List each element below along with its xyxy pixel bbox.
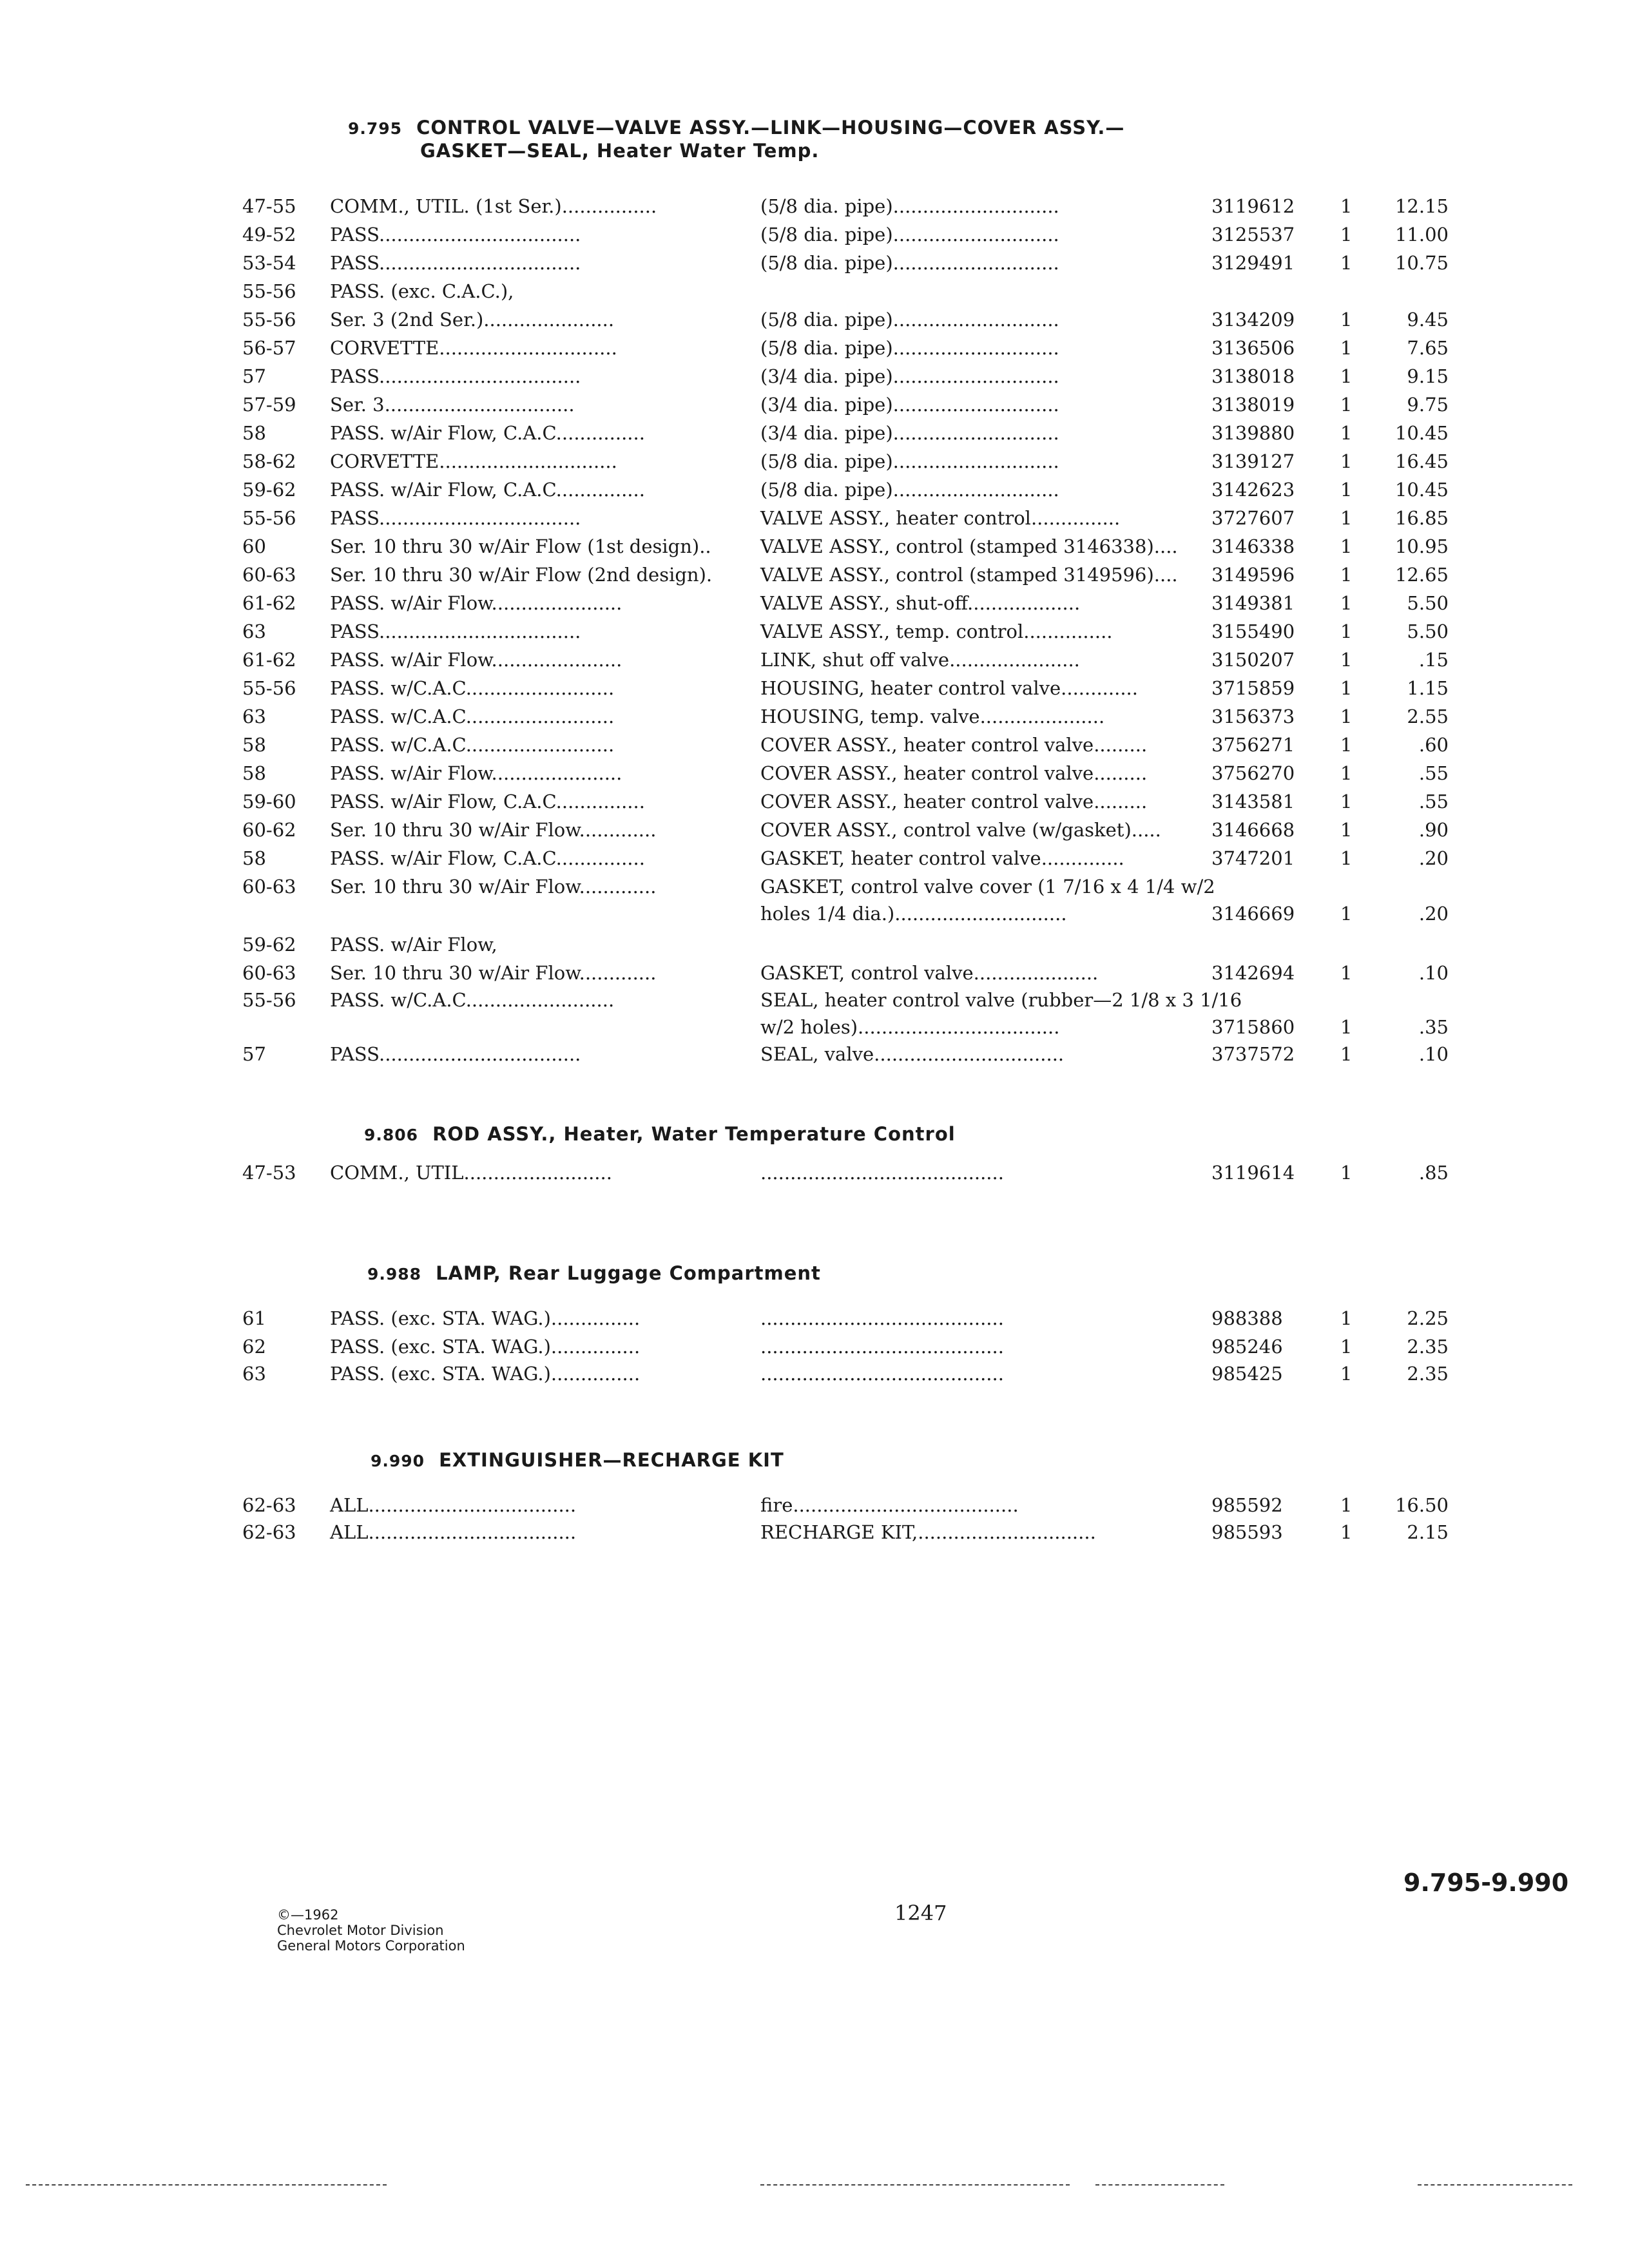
model-cell: Ser. 10 thru 30 w/Air Flow.............: [330, 962, 657, 984]
description-cell: HOUSING, temp. valve.....................: [760, 706, 1105, 727]
quantity-cell: 1: [1340, 1363, 1353, 1385]
part-number-cell: 3138019: [1211, 394, 1295, 416]
table-row: [0, 193, 1629, 219]
section-number: 9.795: [348, 119, 403, 138]
part-number-cell: 3756271: [1211, 734, 1295, 756]
year-cell: 63: [242, 620, 266, 642]
section-title: LAMP, Rear Luggage Compartment: [436, 1262, 821, 1284]
model-cell: PASS. w/Air Flow......................: [330, 762, 622, 784]
table-row: [0, 789, 1629, 814]
year-cell: 55-56: [242, 309, 296, 331]
price-cell: 16.85: [1394, 507, 1449, 529]
year-cell: 60-62: [242, 819, 296, 841]
price-cell: 10.75: [1394, 252, 1449, 274]
price-cell: 9.75: [1407, 394, 1449, 416]
model-cell: PASS. w/C.A.C.........................: [330, 677, 615, 699]
model-cell: ALL...................................: [330, 1494, 577, 1516]
description-cell: .........................................: [760, 1336, 1004, 1358]
quantity-cell: 1: [1340, 1016, 1353, 1038]
year-cell: 58: [242, 762, 266, 784]
quantity-cell: 1: [1340, 762, 1353, 784]
year-cell: 60-63: [242, 876, 296, 898]
year-cell: 62-63: [242, 1521, 296, 1543]
part-number-cell: 3143581: [1211, 791, 1295, 812]
part-number-cell: 3142694: [1211, 962, 1295, 984]
part-number-cell: 3142623: [1211, 479, 1295, 501]
quantity-cell: 1: [1340, 819, 1353, 841]
quantity-cell: 1: [1340, 903, 1353, 925]
model-cell: PASS. w/Air Flow, C.A.C...............: [330, 847, 645, 869]
table-row: [0, 1334, 1629, 1360]
table-row: [0, 1041, 1629, 1067]
section-number: 9.806: [364, 1126, 419, 1144]
part-number-cell: 985425: [1211, 1363, 1283, 1385]
price-cell: .55: [1418, 762, 1449, 784]
table-row: [0, 1305, 1629, 1331]
description-cell: LINK, shut off valve......................: [760, 649, 1080, 671]
description-cell: (3/4 dia. pipe)............................: [760, 394, 1059, 416]
year-cell: 53-54: [242, 252, 296, 274]
table-row: [0, 845, 1629, 871]
part-number-cell: 3149381: [1211, 592, 1295, 614]
model-cell: PASS. w/C.A.C.........................: [330, 989, 615, 1011]
year-cell: 55-56: [242, 989, 296, 1011]
price-cell: 9.45: [1407, 309, 1449, 331]
section-title-line-2: GASKET—SEAL, Heater Water Temp.: [420, 140, 820, 162]
table-row: [0, 533, 1629, 559]
price-cell: .20: [1418, 847, 1449, 869]
table-row: [0, 448, 1629, 474]
price-cell: 12.15: [1394, 195, 1449, 217]
quantity-cell: 1: [1340, 450, 1353, 472]
year-cell: 55-56: [242, 507, 296, 529]
price-cell: 16.50: [1394, 1494, 1449, 1516]
year-cell: 63: [242, 1363, 266, 1385]
part-number-cell: 3727607: [1211, 507, 1295, 529]
year-cell: 47-53: [242, 1162, 296, 1184]
price-cell: 10.45: [1394, 422, 1449, 444]
quantity-cell: 1: [1340, 394, 1353, 416]
model-cell: PASS. w/Air Flow, C.A.C...............: [330, 422, 645, 444]
part-number-cell: 3139880: [1211, 422, 1295, 444]
copyright-line: ©—1962: [277, 1907, 339, 1923]
part-number-cell: 3715860: [1211, 1016, 1295, 1038]
model-cell: Ser. 3 (2nd Ser.)......................: [330, 309, 615, 331]
model-cell: ALL...................................: [330, 1521, 577, 1543]
description-cell: RECHARGE KIT,..............................: [760, 1521, 1096, 1543]
part-number-cell: 3149596: [1211, 564, 1295, 586]
section-heading-9990: [371, 1447, 784, 1474]
model-cell: PASS..................................: [330, 252, 581, 274]
quantity-cell: 1: [1340, 252, 1353, 274]
quantity-cell: 1: [1340, 1043, 1353, 1065]
model-cell: PASS. w/Air Flow......................: [330, 592, 622, 614]
model-cell: COMM., UTIL. (1st Ser.)................: [330, 195, 657, 217]
part-number-cell: 3156373: [1211, 706, 1295, 727]
price-cell: .85: [1418, 1162, 1449, 1184]
section-number: 9.990: [371, 1452, 425, 1470]
scan-artifact-line: [760, 2184, 1070, 2186]
price-cell: 5.50: [1407, 620, 1449, 642]
table-row: [0, 477, 1629, 503]
description-cell: w/2 holes)..................................: [760, 1016, 1060, 1038]
model-cell: PASS..................................: [330, 1043, 581, 1065]
quantity-cell: 1: [1340, 791, 1353, 812]
quantity-cell: 1: [1340, 1307, 1353, 1329]
quantity-cell: 1: [1340, 564, 1353, 586]
year-cell: 60-63: [242, 564, 296, 586]
quantity-cell: 1: [1340, 847, 1353, 869]
description-cell: fire......................................: [760, 1494, 1019, 1516]
table-row: [0, 562, 1629, 588]
quantity-cell: 1: [1340, 1162, 1353, 1184]
part-number-cell: 3715859: [1211, 677, 1295, 699]
section-heading-9806: [364, 1121, 956, 1148]
price-cell: .10: [1418, 1043, 1449, 1065]
part-number-cell: 3756270: [1211, 762, 1295, 784]
table-row: [0, 392, 1629, 418]
quantity-cell: 1: [1340, 706, 1353, 727]
description-cell: (5/8 dia. pipe)............................: [760, 224, 1059, 245]
table-row: [0, 960, 1629, 986]
quantity-cell: 1: [1340, 1494, 1353, 1516]
model-cell: CORVETTE..............................: [330, 337, 617, 359]
description-cell: .........................................: [760, 1363, 1004, 1385]
year-cell: 62: [242, 1336, 266, 1358]
description-cell: (3/4 dia. pipe)............................: [760, 422, 1059, 444]
part-number-cell: 3138018: [1211, 365, 1295, 387]
description-cell: HOUSING, heater control valve.............: [760, 677, 1138, 699]
part-number-cell: 3737572: [1211, 1043, 1295, 1065]
year-cell: 55-56: [242, 280, 296, 302]
model-cell: PASS. (exc. STA. WAG.)...............: [330, 1363, 641, 1385]
price-cell: .55: [1418, 791, 1449, 812]
part-number-cell: 988388: [1211, 1307, 1283, 1329]
model-cell: PASS..................................: [330, 620, 581, 642]
description-cell: .........................................: [760, 1162, 1004, 1184]
quantity-cell: 1: [1340, 649, 1353, 671]
quantity-cell: 1: [1340, 224, 1353, 245]
description-cell: COVER ASSY., heater control valve.........: [760, 734, 1148, 756]
year-cell: 58: [242, 422, 266, 444]
table-row: [0, 250, 1629, 276]
model-cell: PASS..................................: [330, 507, 581, 529]
part-number-cell: 3119614: [1211, 1162, 1295, 1184]
description-cell: (5/8 dia. pipe)............................: [760, 479, 1059, 501]
model-cell: PASS. (exc. STA. WAG.)...............: [330, 1336, 641, 1358]
model-cell: Ser. 10 thru 30 w/Air Flow (1st design)..: [330, 535, 711, 557]
quantity-cell: 1: [1340, 309, 1353, 331]
section-title-line-1: CONTROL VALVE—VALVE ASSY.—LINK—HOUSING—COVER ASSY.—: [416, 117, 1125, 139]
description-cell: (5/8 dia. pipe)............................: [760, 195, 1059, 217]
table-row: [0, 335, 1629, 361]
price-cell: 2.25: [1407, 1307, 1449, 1329]
description-cell: GASKET, heater control valve..............: [760, 847, 1124, 869]
quantity-cell: 1: [1340, 620, 1353, 642]
year-cell: 61-62: [242, 649, 296, 671]
description-cell: VALVE ASSY., control (stamped 3146338)....: [760, 535, 1178, 557]
model-cell: PASS. w/Air Flow,: [330, 934, 497, 956]
part-number-cell: 3146338: [1211, 535, 1295, 557]
description-cell: (5/8 dia. pipe)............................: [760, 252, 1059, 274]
part-number-cell: 985246: [1211, 1336, 1283, 1358]
description-cell: VALVE ASSY., temp. control...............: [760, 620, 1113, 642]
price-cell: 9.15: [1407, 365, 1449, 387]
copyright-line: General Motors Corporation: [277, 1938, 465, 1954]
year-cell: 58: [242, 734, 266, 756]
price-cell: 2.55: [1407, 706, 1449, 727]
quantity-cell: 1: [1340, 1521, 1353, 1543]
description-cell: (3/4 dia. pipe)............................: [760, 365, 1059, 387]
year-cell: 47-55: [242, 195, 296, 217]
year-cell: 56-57: [242, 337, 296, 359]
price-cell: 11.00: [1394, 224, 1449, 245]
year-cell: 57: [242, 365, 266, 387]
table-row: [0, 704, 1629, 729]
price-cell: 5.50: [1407, 592, 1449, 614]
part-number-cell: 3747201: [1211, 847, 1295, 869]
copyright-block: [277, 1907, 465, 1954]
description-cell: SEAL, heater control valve (rubber—2 1/8 x 3 1/16: [760, 989, 1242, 1011]
scan-artifact-line: [1095, 2184, 1224, 2186]
price-cell: 1.15: [1407, 677, 1449, 699]
table-row: [0, 760, 1629, 786]
year-cell: 61: [242, 1307, 266, 1329]
year-cell: 62-63: [242, 1494, 296, 1516]
part-number-cell: 3139127: [1211, 450, 1295, 472]
table-row: [0, 505, 1629, 531]
table-row: [0, 901, 1629, 927]
page-number: 1247: [894, 1901, 947, 1925]
model-cell: Ser. 10 thru 30 w/Air Flow.............: [330, 819, 657, 841]
model-cell: Ser. 10 thru 30 w/Air Flow.............: [330, 876, 657, 898]
price-cell: 10.45: [1394, 479, 1449, 501]
year-cell: 58-62: [242, 450, 296, 472]
section-number: 9.988: [367, 1265, 422, 1283]
model-cell: CORVETTE..............................: [330, 450, 617, 472]
year-cell: 60: [242, 535, 266, 557]
table-row: [0, 1361, 1629, 1387]
price-cell: 2.35: [1407, 1363, 1449, 1385]
year-cell: 57: [242, 1043, 266, 1065]
table-row: [0, 278, 1629, 304]
model-cell: PASS..................................: [330, 224, 581, 245]
price-cell: 2.15: [1407, 1521, 1449, 1543]
year-cell: 59-62: [242, 934, 296, 956]
description-cell: VALVE ASSY., heater control...............: [760, 507, 1121, 529]
section-heading-9795-line2: [420, 138, 819, 164]
table-row: [0, 1014, 1629, 1040]
table-row: [0, 732, 1629, 758]
description-cell: (5/8 dia. pipe)............................: [760, 450, 1059, 472]
table-row: [0, 590, 1629, 616]
description-cell: .........................................: [760, 1307, 1004, 1329]
year-cell: 58: [242, 847, 266, 869]
description-cell: COVER ASSY., control valve (w/gasket).....: [760, 819, 1161, 841]
price-cell: .90: [1418, 819, 1449, 841]
price-cell: .20: [1418, 903, 1449, 925]
price-cell: .35: [1418, 1016, 1449, 1038]
table-row: [0, 363, 1629, 389]
quantity-cell: 1: [1340, 962, 1353, 984]
table-row: [0, 1519, 1629, 1545]
year-cell: 55-56: [242, 677, 296, 699]
scan-artifact-line: [26, 2184, 387, 2186]
quantity-cell: 1: [1340, 365, 1353, 387]
part-number-cell: 985592: [1211, 1494, 1283, 1516]
model-cell: Ser. 10 thru 30 w/Air Flow (2nd design).: [330, 564, 713, 586]
section-range: 9.795-9.990: [1403, 1869, 1569, 1897]
quantity-cell: 1: [1340, 734, 1353, 756]
model-cell: PASS. w/Air Flow, C.A.C...............: [330, 479, 645, 501]
quantity-cell: 1: [1340, 1336, 1353, 1358]
model-cell: PASS. w/Air Flow, C.A.C...............: [330, 791, 645, 812]
model-cell: PASS..................................: [330, 365, 581, 387]
table-row: [0, 619, 1629, 644]
quantity-cell: 1: [1340, 592, 1353, 614]
table-row: [0, 932, 1629, 957]
description-cell: GASKET, control valve cover (1 7/16 x 4 1/4 w/2: [760, 876, 1215, 898]
quantity-cell: 1: [1340, 337, 1353, 359]
description-cell: (5/8 dia. pipe)............................: [760, 309, 1059, 331]
table-row: [0, 817, 1629, 843]
description-cell: holes 1/4 dia.).............................: [760, 903, 1067, 925]
section-title: EXTINGUISHER—RECHARGE KIT: [439, 1449, 784, 1471]
year-cell: 59-62: [242, 479, 296, 501]
year-cell: 61-62: [242, 592, 296, 614]
table-row: [0, 675, 1629, 701]
table-row: [0, 222, 1629, 247]
part-number-cell: 3134209: [1211, 309, 1295, 331]
price-cell: 7.65: [1407, 337, 1449, 359]
part-number-cell: 3125537: [1211, 224, 1295, 245]
description-cell: VALVE ASSY., shut-off...................: [760, 592, 1081, 614]
year-cell: 60-63: [242, 962, 296, 984]
price-cell: 10.95: [1394, 535, 1449, 557]
part-number-cell: 3129491: [1211, 252, 1295, 274]
quantity-cell: 1: [1340, 677, 1353, 699]
scan-artifact-line: [1418, 2184, 1572, 2186]
part-number-cell: 3155490: [1211, 620, 1295, 642]
price-cell: 16.45: [1394, 450, 1449, 472]
description-cell: COVER ASSY., heater control valve.........: [760, 791, 1148, 812]
model-cell: COMM., UTIL.........................: [330, 1162, 612, 1184]
price-cell: 12.65: [1394, 564, 1449, 586]
year-cell: 63: [242, 706, 266, 727]
description-cell: COVER ASSY., heater control valve.........: [760, 762, 1148, 784]
model-cell: PASS. w/C.A.C.........................: [330, 706, 615, 727]
quantity-cell: 1: [1340, 195, 1353, 217]
description-cell: VALVE ASSY., control (stamped 3149596)....: [760, 564, 1178, 586]
table-row: [0, 307, 1629, 332]
part-number-cell: 3146669: [1211, 903, 1295, 925]
part-number-cell: 3146668: [1211, 819, 1295, 841]
table-row: [0, 1492, 1629, 1518]
part-number-cell: 985593: [1211, 1521, 1283, 1543]
price-cell: .60: [1418, 734, 1449, 756]
year-cell: 49-52: [242, 224, 296, 245]
description-cell: (5/8 dia. pipe)............................: [760, 337, 1059, 359]
model-cell: PASS. (exc. STA. WAG.)...............: [330, 1307, 641, 1329]
table-row: [0, 1160, 1629, 1186]
quantity-cell: 1: [1340, 535, 1353, 557]
part-number-cell: 3119612: [1211, 195, 1295, 217]
copyright-line: Chevrolet Motor Division: [277, 1923, 444, 1938]
model-cell: Ser. 3................................: [330, 394, 575, 416]
quantity-cell: 1: [1340, 479, 1353, 501]
section-title: ROD ASSY., Heater, Water Temperature Control: [432, 1123, 956, 1145]
model-cell: PASS. (exc. C.A.C.),: [330, 280, 514, 302]
part-number-cell: 3136506: [1211, 337, 1295, 359]
table-row: [0, 647, 1629, 673]
price-cell: .10: [1418, 962, 1449, 984]
year-cell: 57-59: [242, 394, 296, 416]
model-cell: PASS. w/Air Flow......................: [330, 649, 622, 671]
price-cell: 2.35: [1407, 1336, 1449, 1358]
table-row: [0, 874, 1629, 899]
year-cell: 59-60: [242, 791, 296, 812]
description-cell: SEAL, valve................................: [760, 1043, 1065, 1065]
price-cell: .15: [1418, 649, 1449, 671]
part-number-cell: 3150207: [1211, 649, 1295, 671]
quantity-cell: 1: [1340, 507, 1353, 529]
model-cell: PASS. w/C.A.C.........................: [330, 734, 615, 756]
description-cell: GASKET, control valve.....................: [760, 962, 1099, 984]
section-heading-9988: [367, 1260, 821, 1287]
table-row: [0, 987, 1629, 1013]
table-row: [0, 420, 1629, 446]
quantity-cell: 1: [1340, 422, 1353, 444]
